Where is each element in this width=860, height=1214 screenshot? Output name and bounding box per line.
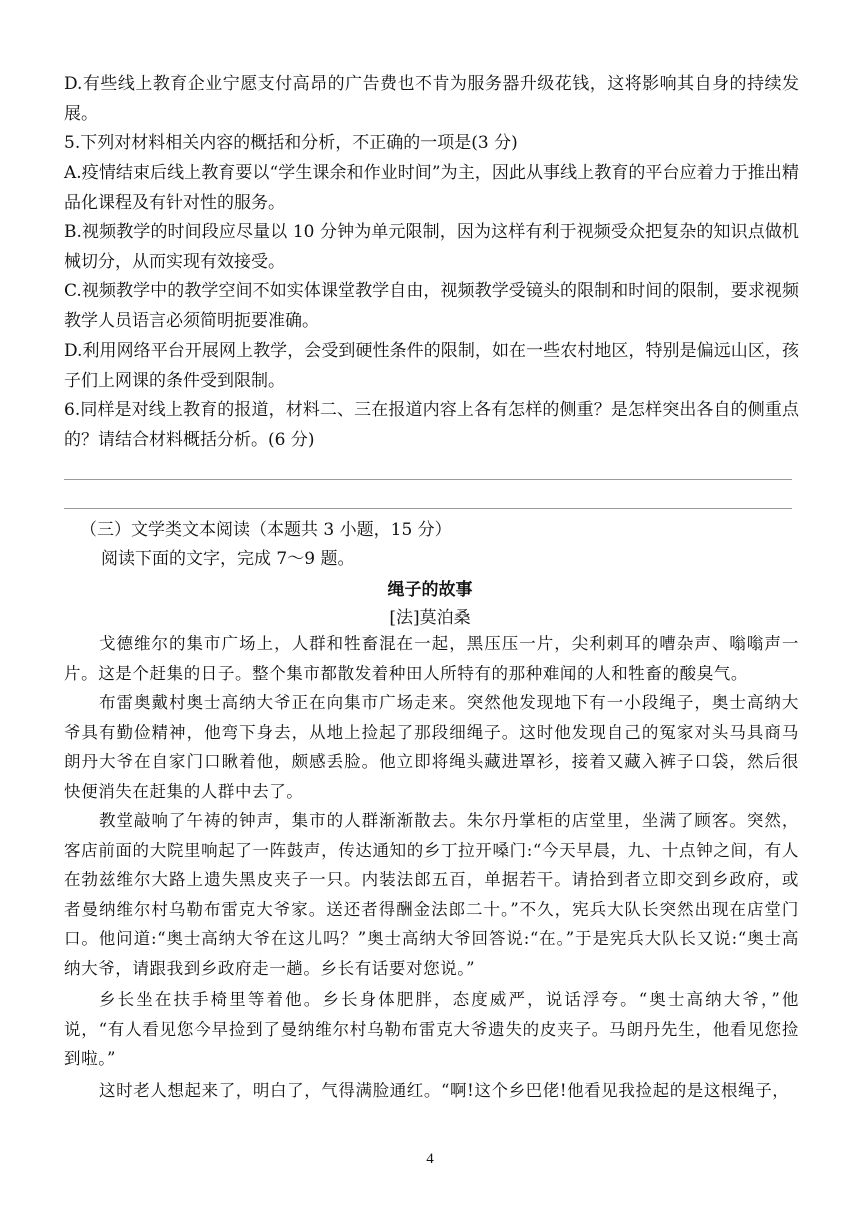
story-paragraph: 这时老人想起来了，明白了，气得满脸通红。“啊!这个乡巴佬!他看见我捡起的是这根绳子，: [99, 1081, 790, 1100]
answer-line: [64, 479, 792, 480]
story-title: 绳子的故事: [387, 580, 473, 600]
section-heading: （三）文学类文本阅读（本题共 3 小题，15 分）: [80, 520, 452, 540]
q5-option-a: A.疫情结束后线上教育要以“学生课余和作业时间”为主，因此从事线上教育的平台应着力于推出精品化课程及有针对性的服务。: [64, 163, 799, 213]
story-paragraph: 布雷奥戴村奥士高纳大爷正在向集市广场走来。突然他发现地下有一小段绳子，奥士高纳大爷具有勤俭精神，他弯下身去，从地上捡起了那段细绳子。这时他发现自己的冤家对头马具商马朗丹大爷在自家门口瞅着他，颇感丢脸。他立即将绳头藏进罩衫，接着又藏入裤子口袋，然后很快便消失在赶集的人群中去了。: [64, 693, 799, 801]
story-paragraph: 教堂敲响了午祷的钟声，集市的人群渐渐散去。朱尔丹掌柜的店堂里，坐满了顾客。突然，客店前面的大院里响起了一阵鼓声，传达通知的乡丁拉开嗓门:“今天早晨，九、十点钟之间，有人在勃兹维尔大路上遗失黑皮夹子一只。内装法郎五百，单据若干。请拾到者立即交到乡政府，或者曼纳维尔村乌勒布雷克大爷家。送还者得酬金法郎二十。”不久，宪兵大队长突然出现在店堂门口。他问道:“奥士高纳大爷在这儿吗？”奥士高纳大爷回答说:“在。”于是宪兵大队长又说:“奥士高纳大爷，请跟我到乡政府走一趟。乡长有话要对您说。”: [64, 811, 799, 978]
answer-line: [64, 508, 792, 509]
q5-stem: 5.下列对材料相关内容的概括和分析，不正确的一项是(3 分): [64, 133, 518, 153]
q5-option-c: C.视频教学中的教学空间不如实体课堂教学自由，视频教学受镜头的限制和时间的限制，要求视频教学人员语言必须简明扼要准确。: [64, 281, 799, 331]
story-paragraph: 戈德维尔的集市广场上，人群和牲畜混在一起，黑压压一片，尖利刺耳的嘈杂声、嗡嗡声一片。这是个赶集的日子。整个集市都散发着种田人所特有的那种难闻的人和牲畜的酸臭气。: [64, 634, 799, 683]
story-author: [法]莫泊桑: [389, 608, 471, 628]
q5-option-d: D.利用网络平台开展网上教学，会受到硬性条件的限制，如在一些农村地区，特别是偏远山区，孩子们上网课的条件受到限制。: [64, 341, 799, 391]
story-paragraph: 乡长坐在扶手椅里等着他。乡长身体肥胖，态度威严，说话浮夸。“奥士高纳大爷，”他说，“有人看见您今早捡到了曼纳维尔村乌勒布雷克大爷遗失的皮夹子。马朗丹先生，他看见您捡到啦。”: [64, 990, 799, 1069]
q6-stem: 6.同样是对线上教育的报道，材料二、三在报道内容上各有怎样的侧重？是怎样突出各自的侧重点的？请结合材料概括分析。(6 分): [64, 400, 799, 450]
section-instruction: 阅读下面的文字，完成 7～9 题。: [101, 549, 355, 569]
q4-option-d: D.有些线上教育企业宁愿支付高昂的广告费也不肯为服务器升级花钱，这将影响其自身的持续发展。: [64, 74, 799, 124]
q5-option-b: B.视频教学的时间段应尽量以 10 分钟为单元限制，因为这样有利于视频受众把复杂的知识点做机械切分，从而实现有效接受。: [64, 222, 799, 272]
page-number: 4: [426, 1151, 434, 1167]
